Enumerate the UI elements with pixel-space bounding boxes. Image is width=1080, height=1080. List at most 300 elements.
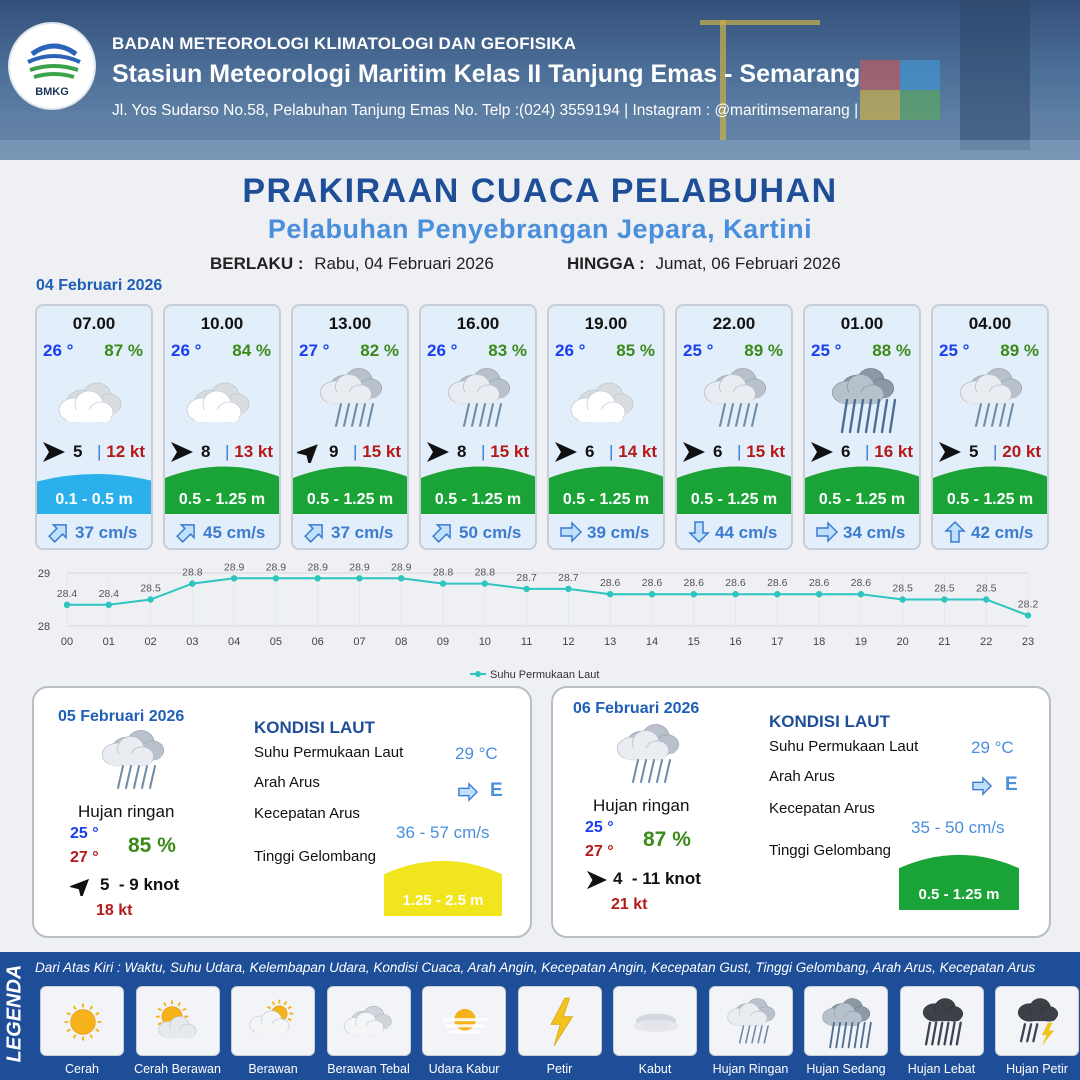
legend-icon — [817, 993, 877, 1051]
valid-to — [567, 254, 841, 274]
card-current-speed: 50 cm/s — [459, 523, 522, 542]
card-wave-height: 0.1 - 0.5 m — [55, 491, 133, 508]
panel-sst-value: 29 °C — [971, 738, 1014, 757]
sst-data-label: 28.5 — [975, 582, 997, 595]
sst-data-label: 28.6 — [850, 577, 872, 590]
wind-direction-icon — [169, 441, 195, 463]
panel-condition: Hujan ringan — [78, 802, 175, 821]
card-wind-speed: 5 — [73, 442, 83, 461]
panel-humidity: 85 % — [128, 834, 176, 857]
light-rain-icon — [953, 364, 1031, 434]
x-tick-label: 20 — [896, 636, 909, 648]
card-wind-speed: 6 — [713, 442, 723, 461]
card-humidity: 83 % — [488, 341, 527, 360]
cloudy-sun-icon — [244, 993, 304, 1051]
sst-data-label: 28.2 — [1017, 598, 1039, 611]
current-direction-icon — [455, 782, 481, 802]
card-humidity: 89 % — [1000, 341, 1039, 360]
sst-point — [649, 591, 655, 597]
fog-icon — [626, 993, 686, 1051]
current-direction-icon — [943, 521, 967, 543]
card-temperature: 25 ° — [811, 341, 842, 360]
wind-direction-icon — [937, 441, 963, 463]
card-wave-height: 0.5 - 1.25 m — [946, 491, 1034, 508]
card-current — [677, 514, 791, 550]
current-direction-icon — [815, 521, 839, 543]
legend-icon-box — [231, 986, 315, 1056]
panel-humidity: 87 % — [643, 828, 691, 851]
card-current-speed: 34 cm/s — [843, 523, 906, 542]
wind-direction-icon — [585, 870, 609, 890]
card-time: 07.00 — [72, 314, 116, 333]
legend-side-title — [0, 952, 30, 1080]
card-current-speed: 42 cm/s — [971, 523, 1034, 542]
legend-note: Dari Atas Kiri : Waktu, Suhu Udara, Kelembapan Udara, Kondisi Cuaca, Arah Angin, Kecepatan Angin, Kecepatan Gust, Tinggi Gelombang, Arah Arus, Kecepatan Arus — [35, 960, 1036, 975]
card-weather-icon — [313, 364, 391, 434]
card-current-speed: 37 cm/s — [75, 523, 138, 542]
panel-temp-max: 27 ° — [70, 849, 99, 866]
sst-point — [440, 580, 446, 586]
card-weather-icon — [825, 364, 903, 434]
forecast-card-0100 — [803, 304, 921, 550]
sst-data-label: 28.6 — [641, 577, 663, 590]
card-wind-arrow — [41, 441, 67, 463]
panel-current-dir-value: E — [1005, 774, 1018, 795]
valid-to-value: Jumat, 06 Februari 2026 — [655, 254, 841, 273]
sst-data-label: 28.9 — [391, 561, 412, 574]
card-wind-arrow — [937, 441, 963, 463]
x-tick-label: 13 — [604, 636, 617, 648]
card-time: 01.00 — [840, 314, 884, 333]
card-humidity: 85 % — [616, 341, 655, 360]
legend-icon-box — [422, 986, 506, 1056]
panel-current-dir-label: Arah Arus — [254, 774, 320, 791]
page-title: PRAKIRAAN CUACA PELABUHAN — [242, 172, 838, 210]
wind-direction-icon — [553, 441, 579, 463]
wind-direction-icon — [41, 441, 67, 463]
legend-label: Berawan — [248, 1062, 298, 1076]
x-tick-label: 04 — [228, 636, 241, 648]
current-direction-icon — [969, 776, 995, 796]
overcast-icon — [340, 993, 400, 1051]
card-separator: | — [481, 442, 486, 461]
sst-point — [482, 580, 488, 586]
card-weather-icon — [569, 364, 647, 434]
card-time: 16.00 — [456, 314, 500, 333]
thunderstorm-icon — [1008, 993, 1068, 1051]
x-tick-label: 01 — [102, 636, 115, 648]
panel-sst-label: Suhu Permukaan Laut — [769, 738, 919, 755]
panel-current-arrow — [455, 782, 481, 802]
panel-weather-icon — [609, 720, 689, 790]
card-separator: | — [993, 442, 998, 461]
sst-point — [774, 591, 780, 597]
sst-point — [147, 596, 153, 602]
card-wind — [553, 441, 609, 463]
sst-point — [1025, 612, 1031, 618]
card-current-arrow — [303, 521, 327, 543]
card-wind-speed: 6 — [585, 442, 595, 461]
x-tick-label: 19 — [854, 636, 867, 648]
sst-point — [858, 591, 864, 597]
day1-date: 04 Februari 2026 — [36, 277, 163, 294]
current-direction-icon — [47, 521, 71, 543]
legend-item-partly-cloudy — [136, 986, 224, 1080]
card-current-arrow — [431, 521, 455, 543]
legend-icon-box — [613, 986, 697, 1056]
y-tick-label: 29 — [37, 568, 51, 580]
legend-label: Berawan Tebal — [327, 1062, 410, 1076]
card-current-speed: 39 cm/s — [587, 523, 650, 542]
legend-marker — [475, 671, 481, 677]
valid-from-label: BERLAKU : — [210, 254, 304, 273]
sst-line-chart — [30, 560, 1050, 685]
sst-data-label: 28.9 — [265, 561, 287, 574]
valid-from-value: Rabu, 04 Februari 2026 — [314, 254, 494, 273]
card-temperature: 26 ° — [171, 341, 202, 360]
sst-data-label: 28.7 — [516, 571, 537, 584]
card-current-speed: 45 cm/s — [203, 523, 266, 542]
card-weather-icon — [441, 364, 519, 434]
card-wave-height: 0.5 - 1.25 m — [306, 491, 394, 508]
current-direction-icon — [175, 521, 199, 543]
panel-gust: 18 kt — [96, 902, 133, 919]
card-temperature: 26 ° — [43, 341, 74, 360]
header-banner — [0, 0, 1080, 160]
panel-temp-min: 25 ° — [585, 819, 614, 836]
sst-point — [314, 575, 320, 581]
sst-data-label: 28.6 — [808, 577, 830, 590]
x-tick-label: 15 — [687, 636, 700, 648]
lightning-icon — [531, 993, 591, 1051]
wind-direction-icon — [681, 441, 707, 463]
x-tick-label: 17 — [771, 636, 784, 648]
card-wind-speed: 9 — [329, 442, 339, 461]
card-wind-arrow — [553, 441, 579, 463]
sst-data-label: 28.9 — [223, 561, 245, 574]
forecast-card-1300 — [291, 304, 409, 550]
x-tick-label: 02 — [144, 636, 157, 648]
card-time: 13.00 — [328, 314, 372, 333]
card-separator: | — [865, 442, 870, 461]
card-wind — [681, 441, 737, 463]
card-current-arrow — [559, 521, 583, 543]
legend-icon-box — [327, 986, 411, 1056]
panel-gust: 21 kt — [611, 896, 648, 913]
card-current-arrow — [47, 521, 71, 543]
heavy-rain-icon — [913, 993, 973, 1051]
bmkg-logo — [8, 22, 96, 110]
legend-item-haze — [422, 986, 510, 1080]
legend-side-label: LEGENDA — [3, 964, 26, 1063]
sst-point — [816, 591, 822, 597]
light-rain-icon — [722, 993, 782, 1051]
legend-icon-box — [900, 986, 984, 1056]
valid-from — [210, 254, 494, 274]
card-wind — [809, 441, 865, 463]
sst-data-label: 28.4 — [56, 587, 78, 600]
forecast-card-0400 — [931, 304, 1049, 550]
sst-point — [523, 586, 529, 592]
panel-wind-arrow — [585, 870, 609, 890]
legend-label: Kabut — [638, 1062, 672, 1076]
card-current — [933, 514, 1047, 550]
card-wind — [169, 441, 225, 463]
wind-direction-icon — [809, 441, 835, 463]
card-gust: 13 kt — [234, 442, 273, 461]
legend-item-fog — [613, 986, 701, 1080]
x-tick-label: 23 — [1021, 636, 1035, 648]
card-temperature: 25 ° — [683, 341, 714, 360]
legend-icon — [913, 993, 973, 1051]
card-current — [549, 514, 663, 550]
card-current — [293, 514, 407, 550]
legend-icon-box — [136, 986, 220, 1056]
legend-icon — [626, 993, 686, 1051]
card-gust: 16 kt — [874, 442, 913, 461]
sst-point — [106, 602, 112, 608]
card-weather-icon — [953, 364, 1031, 434]
x-tick-label: 18 — [812, 636, 826, 648]
day-panel-1 — [32, 686, 532, 938]
sst-data-label: 28.6 — [683, 577, 704, 590]
card-wave-height: 0.5 - 1.25 m — [562, 491, 650, 508]
sst-data-label: 28.9 — [349, 561, 370, 574]
card-separator: | — [225, 442, 230, 461]
light-rain-icon — [441, 364, 519, 434]
panel-wind-speed: 5 - 9 knot — [100, 875, 180, 894]
card-wind-speed: 6 — [841, 442, 851, 461]
forecast-card-0700 — [35, 304, 153, 550]
legend-icon — [531, 993, 591, 1051]
card-separator: | — [353, 442, 358, 461]
card-wind-arrow — [169, 441, 195, 463]
x-tick-label: 03 — [186, 636, 199, 648]
card-temperature: 27 ° — [299, 341, 330, 360]
card-time: 22.00 — [712, 314, 756, 333]
legend-icon — [244, 993, 304, 1051]
card-weather-icon — [697, 364, 775, 434]
legend-label: Cerah — [64, 1062, 100, 1076]
legend-icon-box — [518, 986, 602, 1056]
panel-sst-value: 29 °C — [455, 744, 498, 763]
x-tick-label: 21 — [938, 636, 951, 648]
legend-label: Petir — [546, 1062, 573, 1076]
card-wind-arrow — [297, 441, 323, 463]
card-gust: 14 kt — [618, 442, 657, 461]
card-humidity: 84 % — [232, 341, 271, 360]
card-wind-speed: 8 — [457, 442, 467, 461]
forecast-card-1900 — [547, 304, 665, 550]
x-tick-label: 09 — [436, 636, 450, 648]
light-rain-icon — [94, 726, 174, 796]
sst-point — [691, 591, 697, 597]
legend-item-lightning — [518, 986, 606, 1080]
card-humidity: 89 % — [744, 341, 783, 360]
card-gust: 12 kt — [106, 442, 145, 461]
sst-data-label: 28.6 — [599, 577, 621, 590]
sst-data-label: 28.6 — [767, 577, 788, 590]
card-wind-speed: 8 — [201, 442, 211, 461]
haze-icon — [435, 993, 495, 1051]
sst-series-line — [67, 578, 1028, 615]
panel-temp-min: 25 ° — [70, 825, 99, 842]
card-separator: | — [97, 442, 102, 461]
legend-icon-box — [40, 986, 124, 1056]
x-tick-label: 14 — [645, 636, 659, 648]
sst-data-label: 28.5 — [140, 582, 161, 595]
legend-icon-box — [804, 986, 888, 1056]
panel-condition: Hujan ringan — [593, 796, 690, 815]
panel-date: 05 Februari 2026 — [58, 708, 185, 725]
sunny-icon — [53, 993, 113, 1051]
card-wind-arrow — [809, 441, 835, 463]
legend-icon — [340, 993, 400, 1051]
panel-wave-height: 1.25 - 2.5 m — [402, 892, 484, 909]
card-current — [165, 514, 279, 550]
card-time: 10.00 — [200, 314, 244, 333]
panel-current-speed-label: Kecepatan Arus — [254, 805, 360, 822]
card-wind-arrow — [681, 441, 707, 463]
card-separator: | — [737, 442, 742, 461]
panel-wave-label: Tinggi Gelombang — [769, 842, 892, 859]
sst-data-label: 28.8 — [474, 566, 496, 579]
card-wind-arrow — [425, 441, 451, 463]
sst-data-label: 28.7 — [558, 571, 579, 584]
legend-icon-box — [709, 986, 793, 1056]
panel-wave-label: Tinggi Gelombang — [254, 848, 377, 865]
card-current-arrow — [815, 521, 839, 543]
legend-icon — [53, 993, 113, 1051]
current-direction-icon — [303, 521, 327, 543]
cloudy-icon — [185, 364, 263, 434]
legend-icon — [435, 993, 495, 1051]
legend-item-light-rain — [709, 986, 797, 1080]
card-wind-speed: 5 — [969, 442, 979, 461]
panel-sea-title: KONDISI LAUT — [769, 712, 890, 731]
station-address: Jl. Yos Sudarso No.58, Pelabuhan Tanjung Emas No. Telp :(024) 3559194 | Instagram : @maritimsemarang | — [112, 102, 859, 119]
sst-data-label: 28.6 — [725, 577, 746, 590]
x-tick-label: 22 — [980, 636, 993, 648]
legend-item-overcast — [327, 986, 415, 1080]
wind-direction-icon — [297, 441, 323, 463]
page-subtitle: Pelabuhan Penyebrangan Jepara, Kartini — [267, 214, 813, 244]
forecast-card-1000 — [163, 304, 281, 550]
card-weather-icon — [185, 364, 263, 434]
cloudy-icon — [569, 364, 647, 434]
card-weather-icon — [57, 364, 135, 434]
card-gust: 20 kt — [1002, 442, 1041, 461]
panel-sea-title: KONDISI LAUT — [254, 718, 375, 737]
sst-data-label: 28.5 — [892, 582, 913, 595]
legend-label: Hujan Petir — [1006, 1062, 1068, 1076]
panel-current-speed-value: 36 - 57 cm/s — [396, 823, 490, 842]
panel-current-dir-value: E — [490, 780, 503, 801]
x-tick-label: 12 — [562, 636, 575, 648]
card-gust: 15 kt — [490, 442, 529, 461]
sst-point — [398, 575, 404, 581]
card-wave-height: 0.5 - 1.25 m — [434, 491, 522, 508]
legend — [0, 952, 1080, 1080]
current-direction-icon — [431, 521, 455, 543]
card-current-arrow — [687, 521, 711, 543]
card-wind — [41, 441, 97, 463]
panel-current-dir-label: Arah Arus — [769, 768, 835, 785]
card-wave-height: 0.5 - 1.25 m — [178, 491, 266, 508]
card-current-speed: 37 cm/s — [331, 523, 394, 542]
legend-label: Hujan Ringan — [712, 1062, 789, 1076]
card-humidity: 88 % — [872, 341, 911, 360]
legend-item-moderate-rain — [804, 986, 892, 1080]
card-wind — [937, 441, 993, 463]
legend-icon — [722, 993, 782, 1051]
card-current-speed: 44 cm/s — [715, 523, 778, 542]
sst-point — [732, 591, 738, 597]
legend-item-heavy-rain — [900, 986, 988, 1080]
sst-point — [231, 575, 237, 581]
card-humidity: 87 % — [104, 341, 143, 360]
sst-point — [607, 591, 613, 597]
wind-direction-icon — [425, 441, 451, 463]
card-wind — [425, 441, 481, 463]
sst-point — [64, 602, 70, 608]
x-tick-label: 11 — [520, 636, 533, 648]
forecast-card-1600 — [419, 304, 537, 550]
cloudy-icon — [57, 364, 135, 434]
legend-icon — [1008, 993, 1068, 1051]
card-temperature: 26 ° — [555, 341, 586, 360]
day-panel-2 — [551, 686, 1051, 938]
moderate-rain-icon — [817, 993, 877, 1051]
x-tick-label: 06 — [311, 636, 324, 648]
sst-point — [356, 575, 362, 581]
card-current-arrow — [943, 521, 967, 543]
legend-label: Hujan Lebat — [907, 1062, 976, 1076]
panel-current-arrow — [969, 776, 995, 796]
sst-data-label: 28.9 — [307, 561, 328, 574]
card-temperature: 26 ° — [427, 341, 458, 360]
card-current — [421, 514, 535, 550]
panel-wind-speed: 4 - 11 knot — [613, 869, 701, 888]
sst-data-label: 28.8 — [432, 566, 454, 579]
sst-point — [983, 596, 989, 602]
valid-to-label: HINGGA : — [567, 254, 645, 273]
sst-data-label: 28.8 — [182, 566, 203, 579]
legend-icon-box — [995, 986, 1079, 1056]
light-rain-icon — [697, 364, 775, 434]
card-wind — [297, 441, 353, 463]
org-name: BADAN METEOROLOGI KLIMATOLOGI DAN GEOFISIKA — [112, 34, 577, 53]
legend-item-sunny — [40, 986, 128, 1080]
legend-item-cloudy-sun — [231, 986, 319, 1080]
panel-current-speed-value: 35 - 50 cm/s — [911, 818, 1005, 837]
card-temperature: 25 ° — [939, 341, 970, 360]
light-rain-icon — [609, 720, 689, 790]
sst-point — [565, 586, 571, 592]
sst-point — [273, 575, 279, 581]
card-wave-height: 0.5 - 1.25 m — [818, 491, 906, 508]
card-current-arrow — [175, 521, 199, 543]
sst-point — [941, 596, 947, 602]
panel-current-speed-label: Kecepatan Arus — [769, 800, 875, 817]
x-tick-label: 05 — [269, 636, 283, 648]
legend-item-thunderstorm — [995, 986, 1080, 1080]
card-separator: | — [609, 442, 614, 461]
x-tick-label: 16 — [729, 636, 742, 648]
wind-direction-icon — [70, 876, 94, 896]
station-name: Stasiun Meteorologi Maritim Kelas II Tanjung Emas - Semarang — [112, 60, 861, 88]
panel-weather-icon — [94, 726, 174, 796]
